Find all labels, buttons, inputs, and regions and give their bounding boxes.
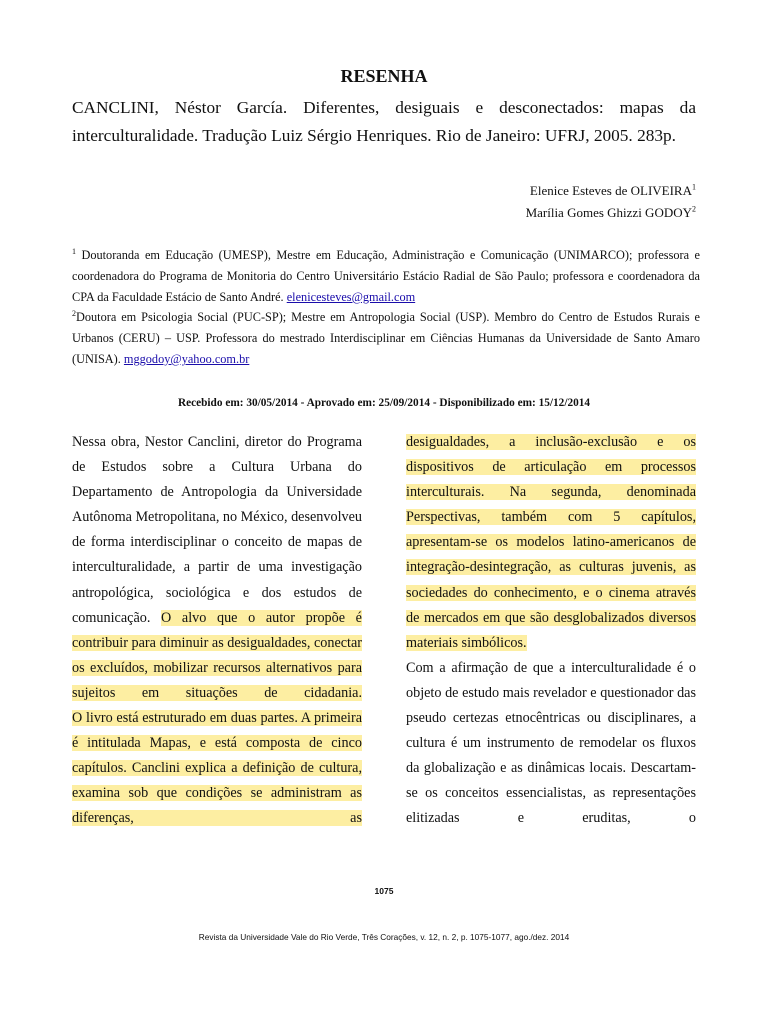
footnote-2-email-link[interactable]: mggodoy@yahoo.com.br <box>123 352 250 366</box>
highlighted-goal: O alvo que o autor propõe é contribuir para diminuir as desigualdades, conectar os excluídos, mobilizar recursos alternativos para sujeitos em situações de cidadania. <box>72 609 362 701</box>
body-column-left <box>72 430 362 832</box>
author-2 <box>526 205 696 221</box>
author-1 <box>530 183 696 199</box>
author-1-name: Elenice Esteves de OLIVEIRA <box>529 183 692 198</box>
submission-dates: Recebido em: 30/05/2014 - Aprovado em: 25/09/2014 - Disponibilizado em: 15/12/2014 <box>177 397 591 409</box>
highlighted-continuation: desigualdades, a inclusão-exclusão e os dispositivos de articulação em processos interculturais. Na segunda, denominada Perspectivas, também com 5 capítulos, apresentam-se os modelos latino-americanos de integração-desintegração, as culturas juvenis, as sociedades do conhecimento, e o cinema através de mercados em que são desglobalizados diversos materiais simbólicos. <box>406 434 696 651</box>
intro-text: Nessa obra, Nestor Canclini, diretor do Programa de Estudos sobre a Cultura Urbana do Departamento de Antropologia da Universidade Autônoma Metropolitana, no México, desenvolveu de forma interdisciplinar o conceito de mapas de interculturalidade, a partir de uma investigação antropológica, sociológica e dos estudos de comunicação. <box>72 434 362 626</box>
review-title: RESENHA <box>340 66 428 86</box>
bibliographic-reference: CANCLINI, Néstor García. Diferentes, desiguais e desconectados: mapas da interculturalidade. Tradução Luiz Sérgio Henriques. Rio de Janeiro: UFRJ, 2005. 283p. <box>72 98 696 145</box>
footnote-2 <box>72 307 700 370</box>
body-column-right <box>406 430 696 832</box>
footnote-1 <box>72 245 700 308</box>
footnote-1-marker: 1 <box>72 246 76 256</box>
author-2-sup: 2 <box>692 204 696 214</box>
footnote-1-text: Doutoranda em Educação (UMESP), Mestre em Educação, Administração e Comunicação (UNIMARCO); professora e coordenadora do Programa de Monitoria do Centro Universitário Estácio Radial de São Paulo; professora e coordenadora da CPA da Faculdade Estácio de Santo André. <box>72 248 700 304</box>
interculturality-text: Com a afirmação de que a interculturalidade é o objeto de estudo mais revelador e questionador das pseudo certezas etnocêntricas ou disciplinares, a cultura é um instrumento de remodelar os fluxos da globalização e as dinâmicas locais. Descartam-se os conceitos essencialistas, as representações elitizadas e eruditas, o <box>406 659 696 827</box>
paragraph-structure <box>72 706 362 831</box>
footnote-1-email-link[interactable]: elenicesteves@gmail.com <box>286 290 416 304</box>
journal-footer: Revista da Universidade Vale do Rio Verde, Três Corações, v. 12, n. 2, p. 1075-1077, ago./dez. 2014 <box>198 932 570 942</box>
footnote-2-text: Doutora em Psicologia Social (PUC-SP); Mestre em Antropologia Social (USP). Membro do Centro de Estudos Rurais e Urbanos (CERU) – USP. Professora do mestrado Interdisciplinar em Ciências Humanas da Universidade de Santo Amaro (UNISA). <box>72 310 700 366</box>
author-1-sup: 1 <box>692 182 696 192</box>
paragraph-intro <box>72 430 362 706</box>
footnote-2-marker: 2 <box>72 308 76 318</box>
author-2-name: Marília Gomes Ghizzi GODOY <box>525 205 692 220</box>
highlighted-structure: O livro está estruturado em duas partes. A primeira é intitulada Mapas, e está composta de cinco capítulos. Canclini explica a definição de cultura, examina sob que condições se administram as diferenças, as <box>72 710 362 827</box>
page-number: 1075 <box>374 886 394 896</box>
paragraph-interculturality <box>406 656 696 832</box>
paragraph-continuation <box>406 430 696 656</box>
